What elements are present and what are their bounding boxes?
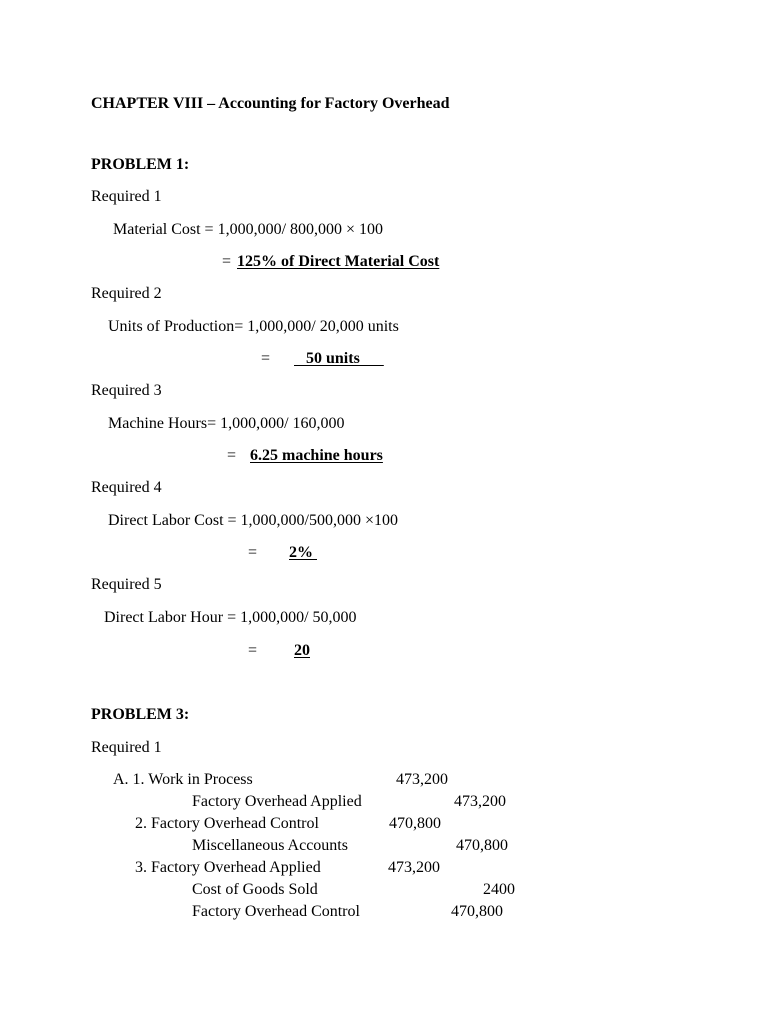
problem1-required5-formula: Direct Labor Hour = 1,000,000/ 50,000 <box>104 609 357 626</box>
journal-debit: 470,800 <box>389 815 441 832</box>
problem1-required3-label: Required 3 <box>91 382 162 399</box>
chapter-title: CHAPTER VIII – Accounting for Factory Overhead <box>91 95 450 112</box>
problem3-heading: PROBLEM 3: <box>91 706 190 723</box>
problem3-required1-label: Required 1 <box>91 739 162 756</box>
journal-credit: 2400 <box>483 881 515 898</box>
journal-account: 3. Factory Overhead Applied <box>135 859 321 876</box>
problem1-required1-result: 125% of Direct Material Cost <box>237 253 440 270</box>
journal-credit: 470,800 <box>456 837 508 854</box>
problem1-required5-equals: = <box>248 642 258 659</box>
journal-account: Miscellaneous Accounts <box>192 837 348 854</box>
problem1-required2-result: 50 units <box>294 350 384 367</box>
journal-debit: 473,200 <box>388 859 440 876</box>
problem1-required5-label: Required 5 <box>91 576 162 593</box>
problem1-required1-label: Required 1 <box>91 188 162 205</box>
problem1-required4-result: 2% <box>289 544 317 561</box>
journal-debit: 473,200 <box>396 771 448 788</box>
problem1-required2-formula: Units of Production= 1,000,000/ 20,000 units <box>108 318 399 335</box>
problem1-required1-equals: = <box>222 253 236 270</box>
journal-account: A. 1. Work in Process <box>113 771 253 788</box>
problem1-required3-equals: = <box>227 447 237 464</box>
problem1-required3-result: 6.25 machine hours <box>250 447 383 464</box>
problem1-required2-equals: = <box>261 350 271 367</box>
journal-account: Factory Overhead Control <box>192 903 360 920</box>
journal-credit: 470,800 <box>451 903 503 920</box>
problem1-required5-result: 20 <box>294 642 310 659</box>
problem1-required4-equals: = <box>248 544 258 561</box>
journal-account: Factory Overhead Applied <box>192 793 362 810</box>
problem1-required2-label: Required 2 <box>91 285 162 302</box>
journal-credit: 473,200 <box>454 793 506 810</box>
problem1-required1-formula: Material Cost = 1,000,000/ 800,000 × 100 <box>113 221 384 238</box>
problem1-required4-label: Required 4 <box>91 479 162 496</box>
problem1-heading: PROBLEM 1: <box>91 156 190 173</box>
problem1-required4-formula: Direct Labor Cost = 1,000,000/500,000 ×100 <box>108 512 399 529</box>
problem1-required3-formula: Machine Hours= 1,000,000/ 160,000 <box>108 415 345 432</box>
journal-account: 2. Factory Overhead Control <box>135 815 319 832</box>
journal-account: Cost of Goods Sold <box>192 881 318 898</box>
